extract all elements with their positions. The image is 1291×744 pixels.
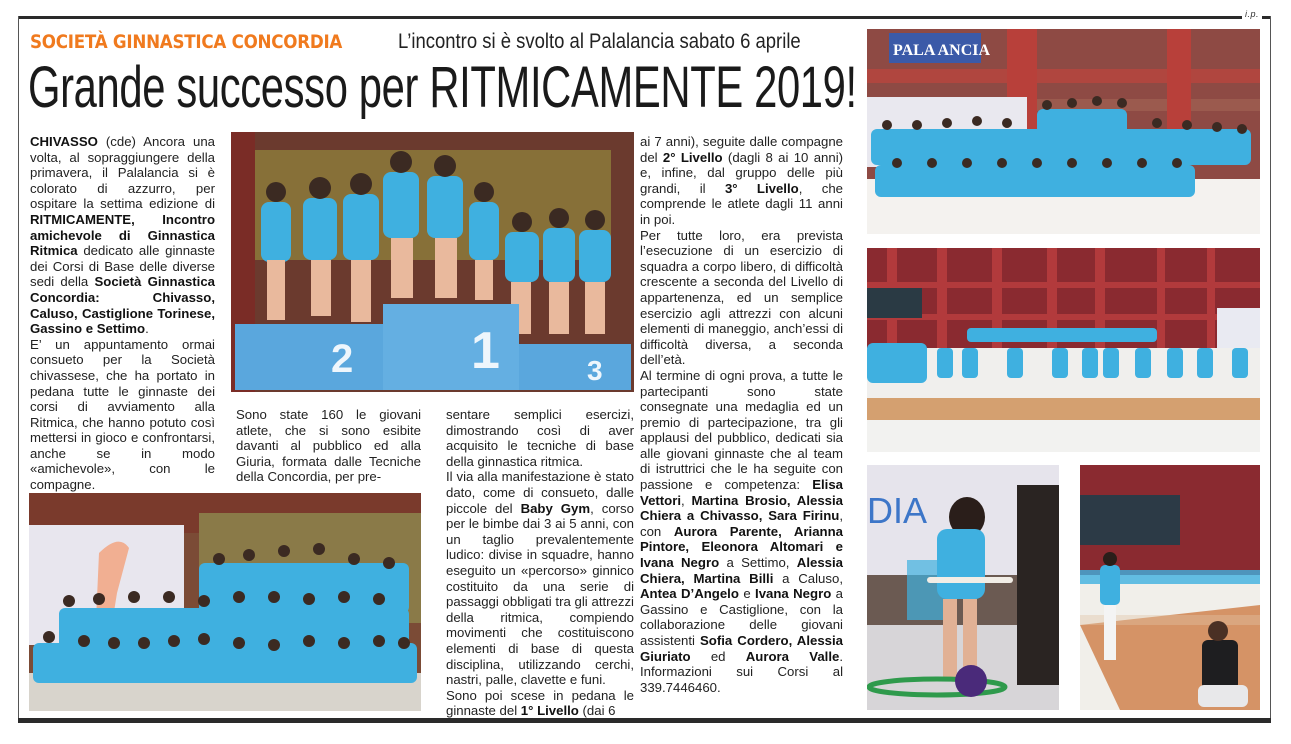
paragraph-atlete: Sono state 160 le giovani atlete, che si sono esibite davanti al pubblico ed alla Giuria, formata dalle Tecniche della Concordia, per pre-	[236, 407, 421, 485]
photo-podium	[231, 132, 634, 392]
bold-run: CHIVASSO	[30, 134, 98, 149]
bottom-rule	[18, 718, 1271, 723]
photo-clubs-girl	[867, 465, 1059, 710]
photo-group-large	[867, 29, 1260, 234]
group-large-image	[867, 29, 1260, 234]
bold-run: Alessia Chiera, Martina Billi	[640, 555, 843, 586]
parade-image	[867, 248, 1260, 452]
bold-run: Baby Gym	[520, 500, 591, 516]
bold-run: 3° Livello	[724, 180, 799, 196]
bold-run: Sofia Cordero, Alessia Giuriato	[640, 633, 843, 664]
article-column-4	[640, 134, 843, 695]
bold-run: Elisa Vettori	[640, 477, 843, 508]
kicker	[30, 30, 856, 56]
group-bottom-image	[29, 493, 421, 711]
paragraph-premiazione: Al termine di ogni prova, a tutte le partecipanti sono state consegnate una medaglia ed un premio di partecipazione, tra gli applausi del pubblico, dedicati sia alle giovani ginnaste che al team di istruttrici che le ha seguite con passione e competenza: Elisa Vettori, Martina Brosio, Alessia Chiera a Chivasso, Sara Firinu, con Aurora Parente, Arianna Pintore, Eleonora Altomari e Ivana Negro a Settimo, Alessia Chiera, Martina Billi a Caluso, Antea D’Angelo e Ivana Negro a Gassino e Castiglione, con la collaborazione delle giovani assistenti Sofia Cordero, Alessia Giuriato ed Aurora Valle. Informazioni sui Corsi al 339.7446460.	[640, 367, 843, 695]
right-border	[1270, 16, 1271, 720]
banner-text: DIA	[867, 490, 928, 531]
article-column-2	[236, 407, 421, 485]
paragraph-livello-1: Sono poi scese in pedana le ginnaste del 1° Livello (dai 6	[446, 687, 634, 719]
podium-number-3: 3	[587, 355, 603, 386]
kicker-organization: SOCIETÀ GINNASTICA CONCORDIA	[30, 31, 343, 53]
photo-parade	[867, 248, 1260, 452]
palalancia-sign: PALA ANCIA	[893, 42, 991, 59]
bold-run: Aurora Valle	[745, 648, 840, 664]
top-rule	[18, 16, 1242, 19]
bold-run: Aurora Parente, Arianna Pintore, Eleonora Altomari e Ivana Negro	[640, 523, 843, 571]
paragraph-intro: CHIVASSO (cde) Ancora una volta, al sopraggiungere della primavera, il Palalancia si è colorato di azzurro, per ospitare la settima edizione di RITMICAMENTE, Incontro amichevole di Ginnastica Ritmica dedicato alle ginnaste dei Corsi di Base delle diverse sedi della Società Ginnastica Concordia: Chivasso, Caluso, Castiglione Torinese, Gassino e Settimo.	[30, 134, 216, 337]
paragraph-appuntamento: E’ un appuntamento ormai consueto per la Società chivassese, che ha portato in pedana tutte le ginnaste dei corsi di avviamento alla Ritmica, che hanno potuto così mettersi in gioco e confrontarsi, anche se in modo «amichevole», con le compagne.	[30, 336, 215, 493]
podium-number-1: 1	[471, 322, 500, 380]
paragraph-baby-gym: Il via alla manifestazione è stato dato, come di consueto, dalle piccole del Baby Gym, corso per le bimbe dai 3 ai 5 anni, con un taglio prevalentemente ludico: divise in squadre, hanno eseguito un «percorso» ginnico costituito da una serie di passaggi obbligati tra gli attrezzi della ritmica, compiendo movimenti che costituiscono elementi di base di questa disciplina, utilizzando cerchi, nastri, palle, clavette e funi.	[446, 469, 634, 688]
page-marker: i.p.	[1245, 9, 1260, 19]
paragraph-livelli: ai 7 anni), seguite dalle compagne del 2° Livello (dagli 8 ai 10 anni) e, infine, dal gruppo delle più grandi, il 3° Livello, che comprende le atlete dagli 11 anni in poi.	[640, 134, 844, 227]
bold-run: 2° Livello	[662, 149, 723, 165]
photo-group-bottom	[29, 493, 421, 711]
bold-run: Antea D’Angelo	[640, 586, 739, 602]
ribbon-girl-image	[1080, 465, 1260, 710]
podium-image	[231, 132, 634, 392]
clubs-girl-image	[867, 465, 1059, 710]
bold-run: Ivana Negro	[755, 586, 832, 602]
bold-run: RITMICAMENTE, Incontro amichevole di Ginnastica Ritmica	[30, 211, 215, 259]
headline: Grande successo per RITMICAMENTE 2019!	[28, 55, 857, 120]
bold-run: Società Ginnastica Concordia: Chivasso, Caluso, Castiglione Torinese, Gassino e Settimo	[30, 274, 216, 337]
left-border	[18, 16, 19, 720]
paragraph-esercizi: sentare semplici esercizi, dimostrando così di aver acquisito le tecniche di base della ginnastica ritmica.	[446, 407, 634, 469]
kicker-subtitle: L’incontro si è svolto al Palalancia sabato 6 aprile	[398, 30, 801, 53]
paragraph-esercizio: Per tutte loro, era prevista l’esecuzione di un esercizio di squadra a corpo libero, di difficoltà crescente a seconda del Livello di appartenenza, ed un semplice esercizio agli attrezzi con alcuni elementi di maneggio, anch’essi di difficoltà diversa, a seconda dell’età.	[640, 227, 843, 368]
article-column-1	[30, 134, 215, 493]
bold-run: 1° Livello	[520, 703, 579, 719]
photo-ribbon-girl	[1080, 465, 1260, 710]
article-column-3	[446, 407, 634, 719]
bold-run: Martina Brosio, Alessia Chiera a Chivasso, Sara Firinu	[640, 492, 843, 524]
podium-number-2: 2	[331, 337, 354, 381]
